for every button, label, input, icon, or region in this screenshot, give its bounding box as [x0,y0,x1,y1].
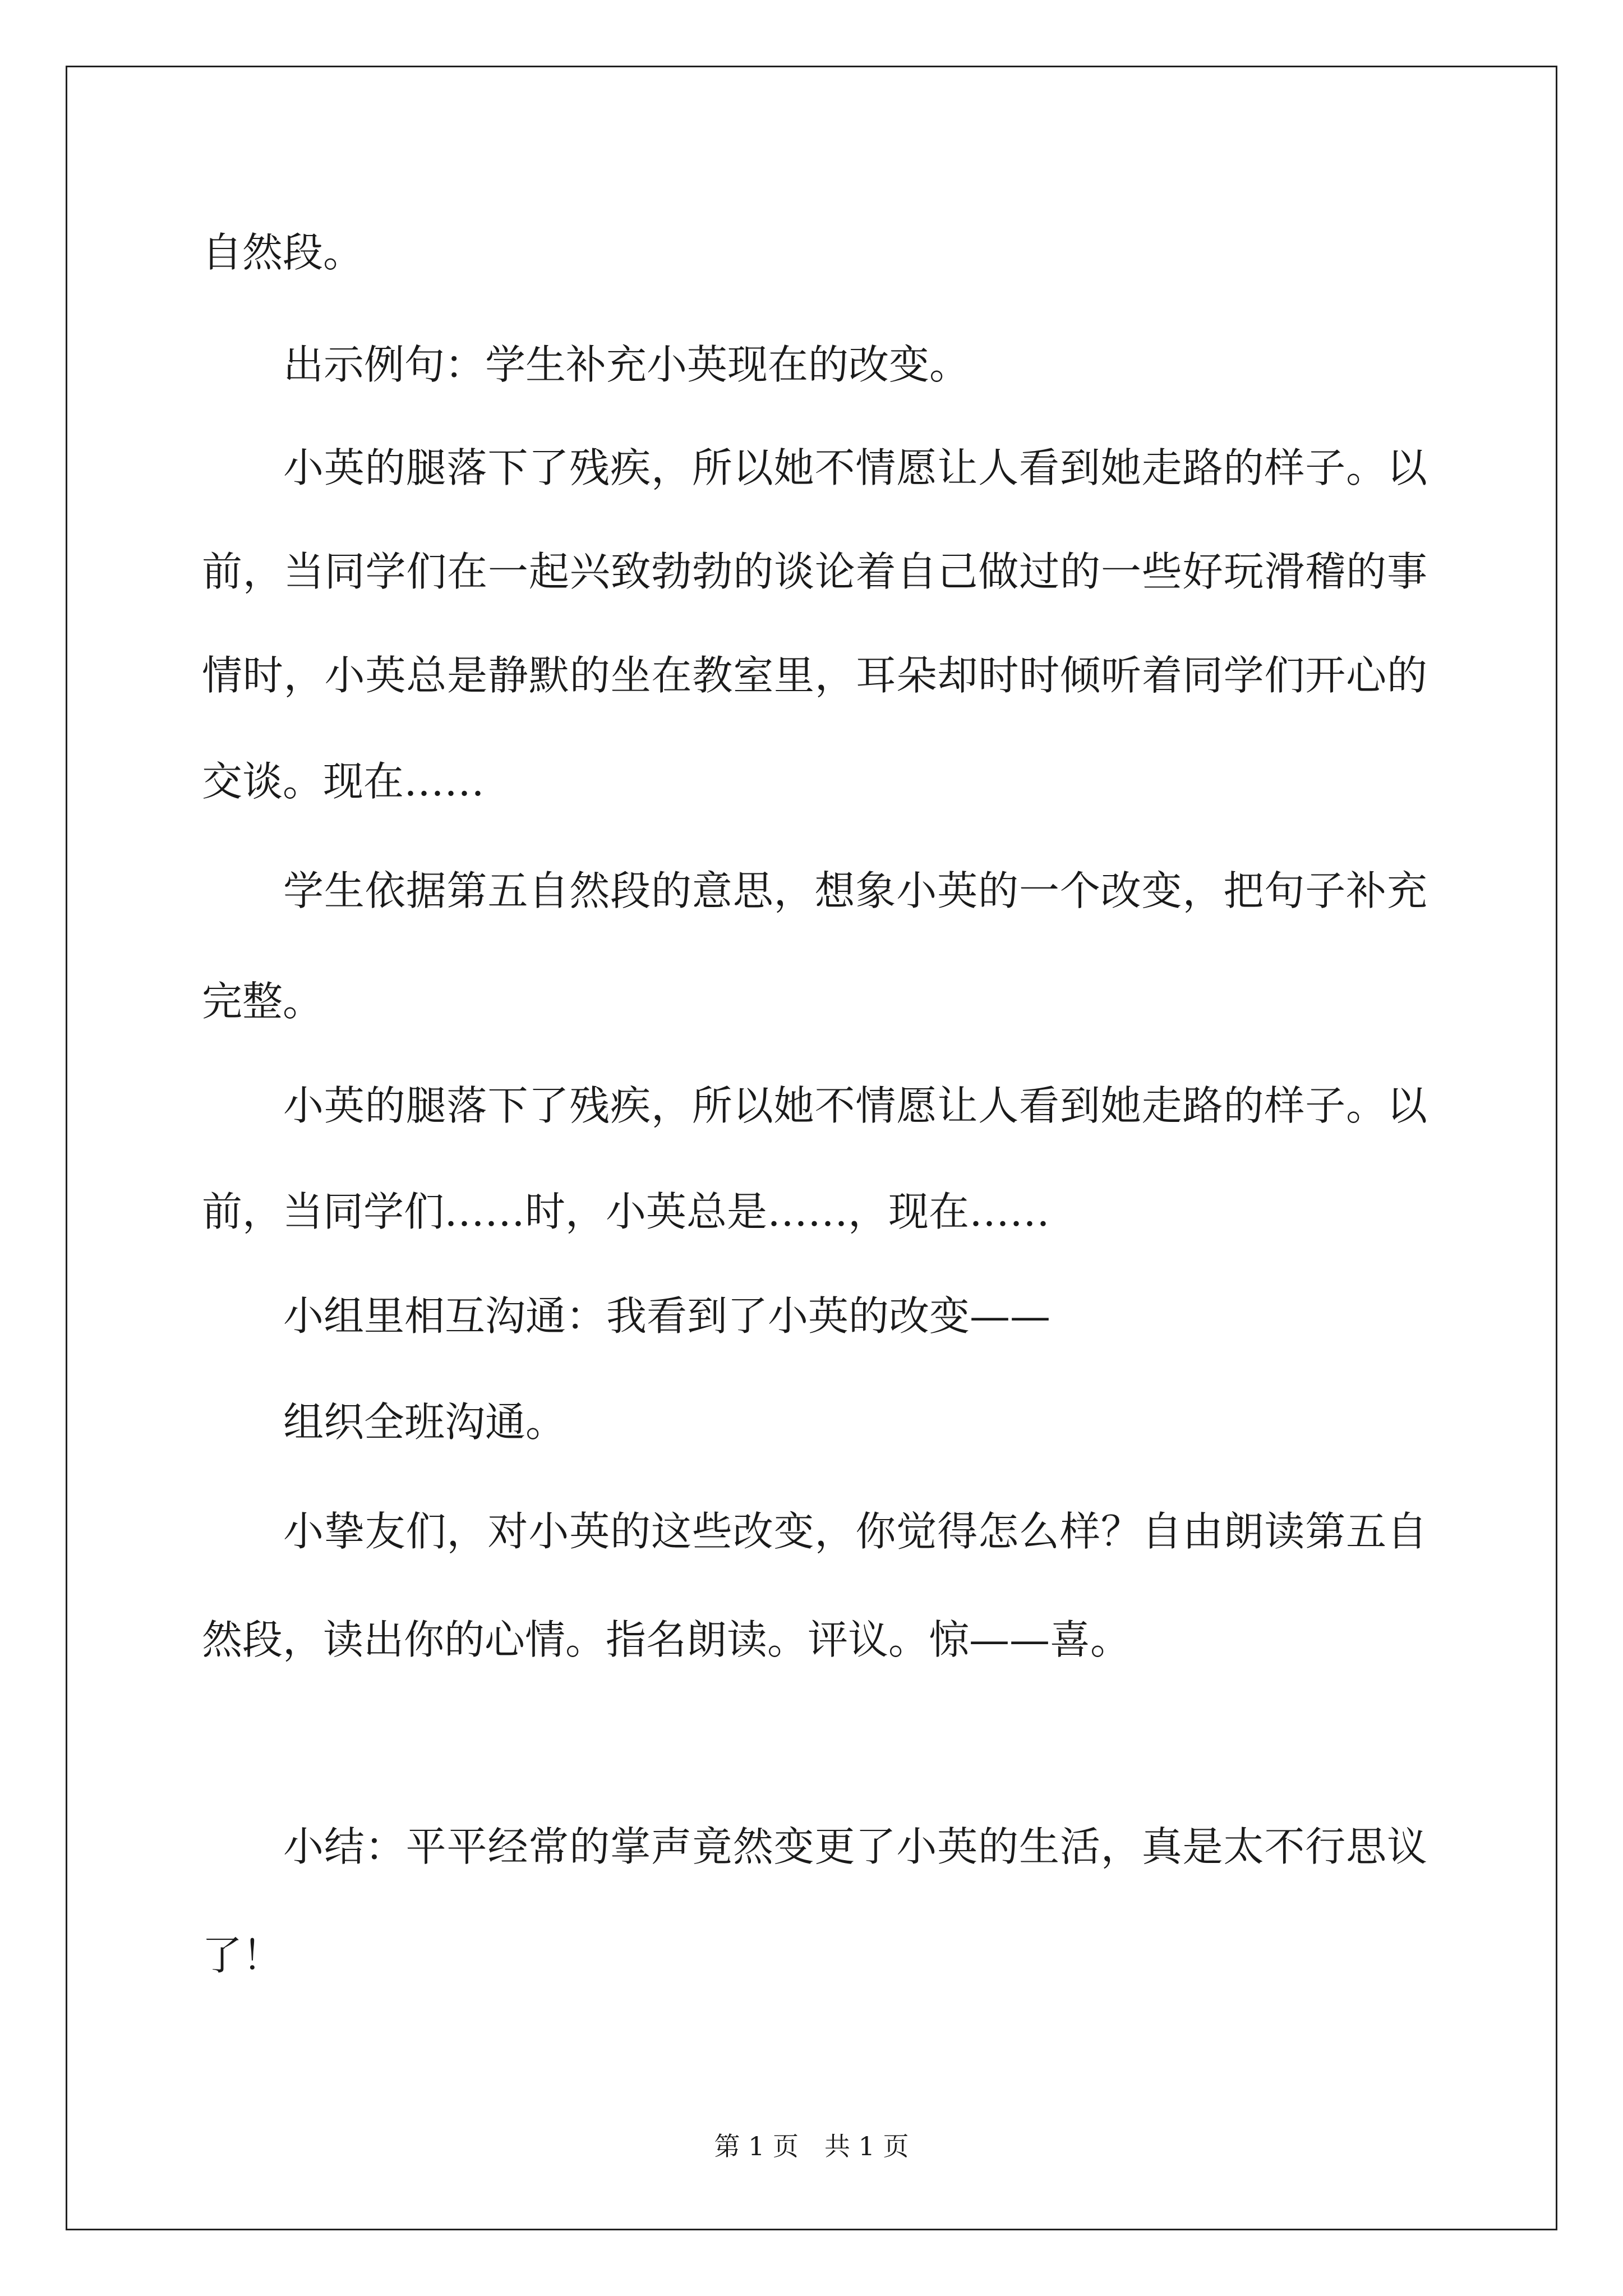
text-line: 交谈。现在…… [202,758,485,805]
text-line: 小组里相互沟通：我看到了小英的改变—— [283,1292,1051,1340]
text-line: 前，当同学们在一起兴致勃勃的谈论着自己做过的一些好玩滑稽的事 [202,548,1427,595]
text-line: 学生依据第五自然段的意思，想象小英的一个改变，把句子补充 [283,867,1427,914]
text-line: 完整。 [202,978,324,1025]
text-line: 然段，读出你的心情。指名朗读。评议。惊——喜。 [202,1616,1131,1663]
text-line: 组织全班沟通。 [283,1398,566,1446]
text-line: 小挚友们，对小英的这些改变，你觉得怎么样？自由朗读第五自 [283,1508,1427,1555]
text-line: 情时，小英总是静默的坐在教室里，耳朵却时时倾听着同学们开心的 [202,652,1427,699]
text-line: 小英的腿落下了残疾，所以她不情愿让人看到她走路的样子。以 [283,1082,1427,1129]
text-line: 前，当同学们……时，小英总是……，现在…… [202,1188,1050,1235]
text-line: 小结：平平经常的掌声竟然变更了小英的生活，真是太不行思议 [283,1823,1427,1870]
page-footer: 第 1 页 共 1 页 [714,2131,909,2161]
text-line: 出示例句：学生补充小英现在的改变。 [283,341,970,388]
text-line: 了！ [202,1932,283,1979]
text-line: 小英的腿落下了残疾，所以她不情愿让人看到她走路的样子。以 [283,444,1427,491]
text-line: 自然段。 [202,229,364,276]
page-border [66,66,1557,2230]
